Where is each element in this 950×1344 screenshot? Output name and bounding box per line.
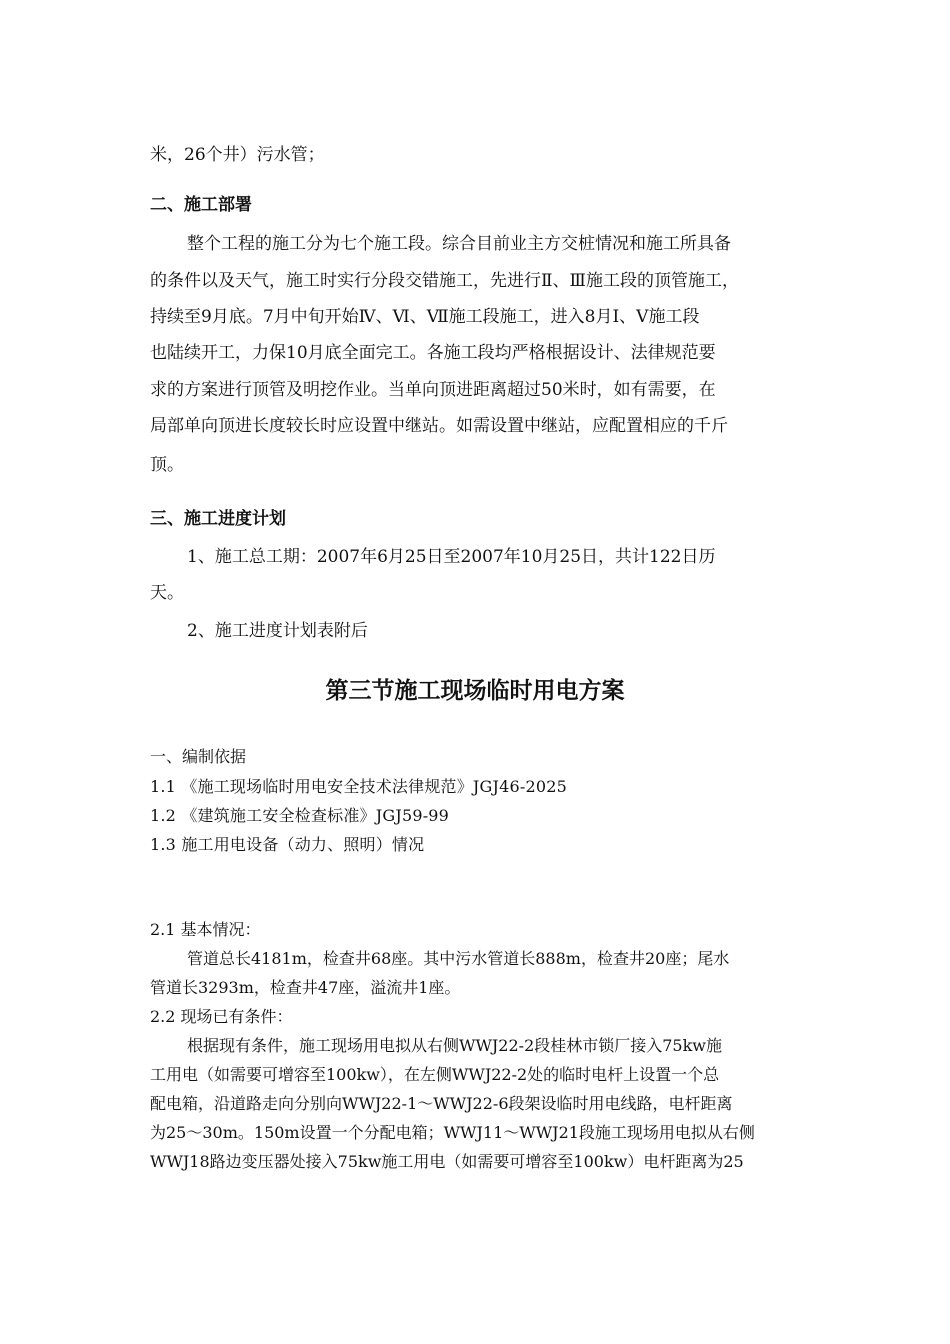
deployment-line-5: 求的方案进行顶管及明挖作业。当单向顶进距离超过50米时，如有需要，在 <box>150 380 716 400</box>
schedule-heading: 三、施工进度计划 <box>150 509 286 529</box>
deployment-line-7: 顶。 <box>150 455 184 475</box>
basis-item-2: 1.2 《建筑施工安全检查标准》JGJ59-99 <box>150 806 450 825</box>
basic-heading: 2.1 基本情况： <box>150 920 261 939</box>
basis-item-1: 1.1 《施工现场临时用电安全技术法律规范》JGJ46-2025 <box>150 777 568 796</box>
conditions-line-5: WWJ18路边变压器处接入75kw施工用电（如需要可增容至100kw）电杆距离为25 <box>150 1152 744 1171</box>
schedule-item-1-line-1: 1、施工总工期：2007年6月25日至2007年10月25日，共计122日历 <box>187 547 716 567</box>
deployment-line-3: 持续至9月底。7月中旬开始Ⅳ、Ⅵ、Ⅶ施工段施工，进入8月Ⅰ、Ⅴ施工段 <box>150 307 700 327</box>
deployment-line-1: 整个工程的施工分为七个施工段。综合目前业主方交桩情况和施工所具备 <box>187 234 731 254</box>
conditions-line-2: 工用电（如需要可增容至100kw），在左侧WWJ22-2处的临时电杆上设置一个总 <box>150 1065 720 1084</box>
section-title: 第三节施工现场临时用电方案 <box>325 678 625 704</box>
intro-line: 米，26个井）污水管； <box>150 145 325 165</box>
basis-heading: 一、编制依据 <box>150 747 247 766</box>
deployment-line-2: 的条件以及天气，施工时实行分段交错施工，先进行Ⅱ、Ⅲ施工段的顶管施工， <box>150 271 739 291</box>
deployment-heading: 二、施工部署 <box>150 195 252 215</box>
basic-line-2: 管道长3293m，检查井47座，溢流井1座。 <box>150 978 461 997</box>
conditions-line-3: 配电箱，沿道路走向分别向WWJ22-1～WWJ22-6段架设临时用电线路，电杆距离 <box>150 1094 733 1113</box>
conditions-heading: 2.2 现场已有条件： <box>150 1007 293 1026</box>
basis-item-3: 1.3 施工用电设备（动力、照明）情况 <box>150 835 425 854</box>
deployment-line-6: 局部单向顶进长度较长时应设置中继站。如需设置中继站，应配置相应的千斤 <box>150 416 728 436</box>
schedule-item-2: 2、施工进度计划表附后 <box>187 621 368 641</box>
conditions-line-1: 根据现有条件，施工现场用电拟从右侧WWJ22-2段桂林市锁厂接入75kw施 <box>187 1036 723 1055</box>
basic-line-1: 管道总长4181m，检查井68座。其中污水管道长888m，检查井20座；尾水 <box>187 949 730 968</box>
conditions-line-4: 为25～30m。150m设置一个分配电箱；WWJ11～WWJ21段施工现场用电拟从右侧 <box>150 1123 755 1142</box>
schedule-item-1-line-2: 天。 <box>150 583 184 603</box>
deployment-line-4: 也陆续开工，力保10月底全面完工。各施工段均严格根据设计、法律规范要 <box>150 343 716 363</box>
